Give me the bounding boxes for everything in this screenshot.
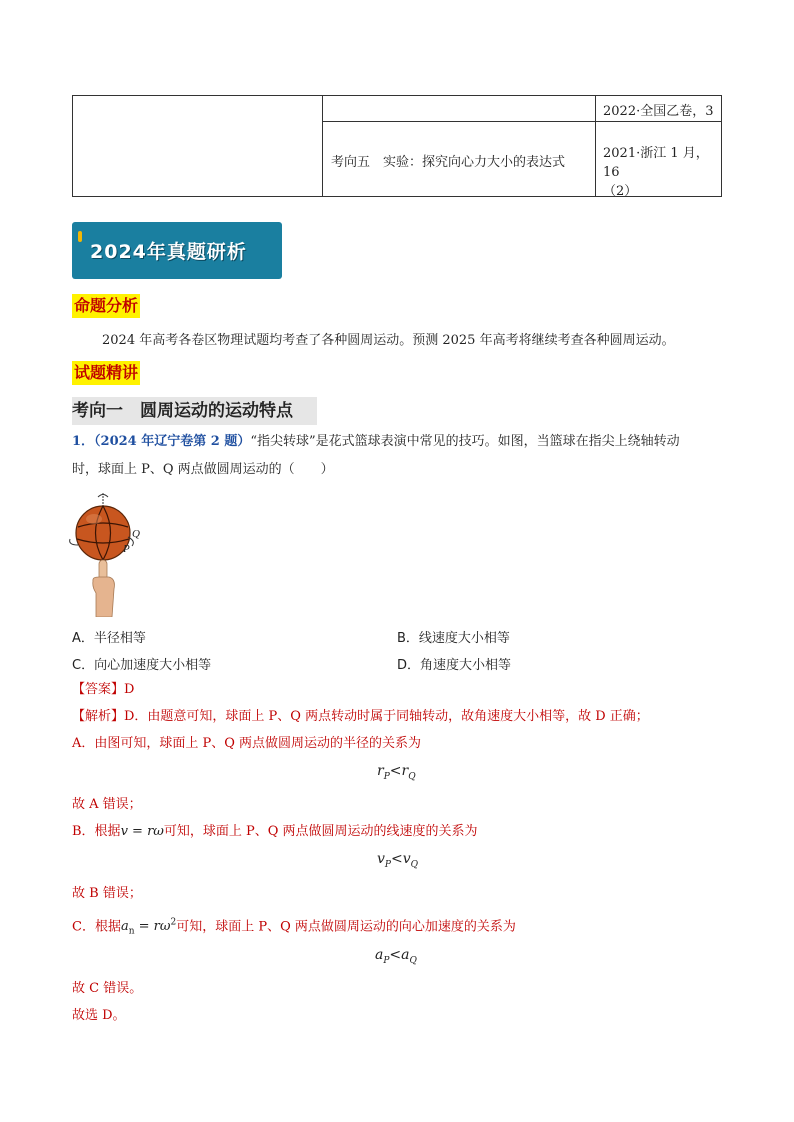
table-divider [595,96,596,196]
source-line: （2） [603,184,638,199]
solution-a-line: A．由图可知，球面上 P、Q 两点做圆周运动的半径的关系为 [72,736,422,751]
option-d: D．角速度大小相等 [397,658,512,673]
analysis-tag: 命题分析 [72,294,140,318]
answer-line: 【答案】D [72,682,135,697]
table-divider [322,121,721,122]
table-cell-source [603,144,721,201]
question-number: 1． [72,434,95,449]
label-q: Q [132,528,140,540]
solution-b-line: B．根据v = rω可知，球面上 P、Q 两点做圆周运动的线速度的关系为 [72,824,478,839]
analysis-line: 【解析】D．由题意可知，球面上 P、Q 两点转动时属于同轴转动，故角速度大小相等，故 D 正确； [72,709,649,724]
label-p: P [123,543,130,555]
final-answer: 故选 D。 [72,1008,126,1023]
solution-c-line: C．根据$a_n = r\omega^2$可知，球面上 P、Q 两点做圆周运动的向心加速度的关系为 [72,918,516,937]
question-text [72,432,722,452]
formula-v: v = rω [120,824,164,839]
analysis-text: 2024 年高考各卷区物理试题均考查了各种圆周运动。预测 2025 年高考将继续考查各种圆周运动。 [102,333,675,348]
equation-v: $v_P<v_Q$ [377,851,419,870]
equation-a: $a_P<a_Q$ [375,947,417,966]
table-divider [322,96,323,196]
table-cell-source: 2022·全国乙卷，3 [603,104,714,119]
solution-b-end: 故 B 错误； [72,886,142,901]
banner-accent [78,231,82,242]
option-c: C．向心加速度大小相等 [72,658,212,673]
question-line: “指尖转球”是花式篮球表演中常见的技巧。如图，当篮球在指尖上绕轴转动 [250,434,680,449]
question-source: （2024 年辽宁卷第 2 题） [94,434,251,449]
section-heading: 考向一 圆周运动的运动特点 [72,397,317,425]
source-line: 2021·浙江 1 月，16 [603,146,709,180]
topic-table [72,95,722,197]
hand [93,577,115,617]
lecture-tag: 试题精讲 [72,361,140,385]
equation-r: $r_P<r_Q$ [377,763,416,782]
banner-title: 2024年真题研析 [90,241,247,263]
solution-c-end: 故 C 错误。 [72,981,143,996]
basketball [76,506,130,560]
section-banner [72,222,282,279]
formula-a: $a_n = r\omega^2$ [120,918,177,937]
option-b: B．线速度大小相等 [397,631,510,646]
option-a: A．半径相等 [72,631,146,646]
basketball-figure [66,489,156,617]
solution-a-end: 故 A 错误； [72,797,142,812]
question-line: 时，球面上 P、Q 两点做圆周运动的（ ） [72,462,334,477]
table-cell-topic: 考向五 实验：探究向心力大小的表达式 [331,155,566,170]
